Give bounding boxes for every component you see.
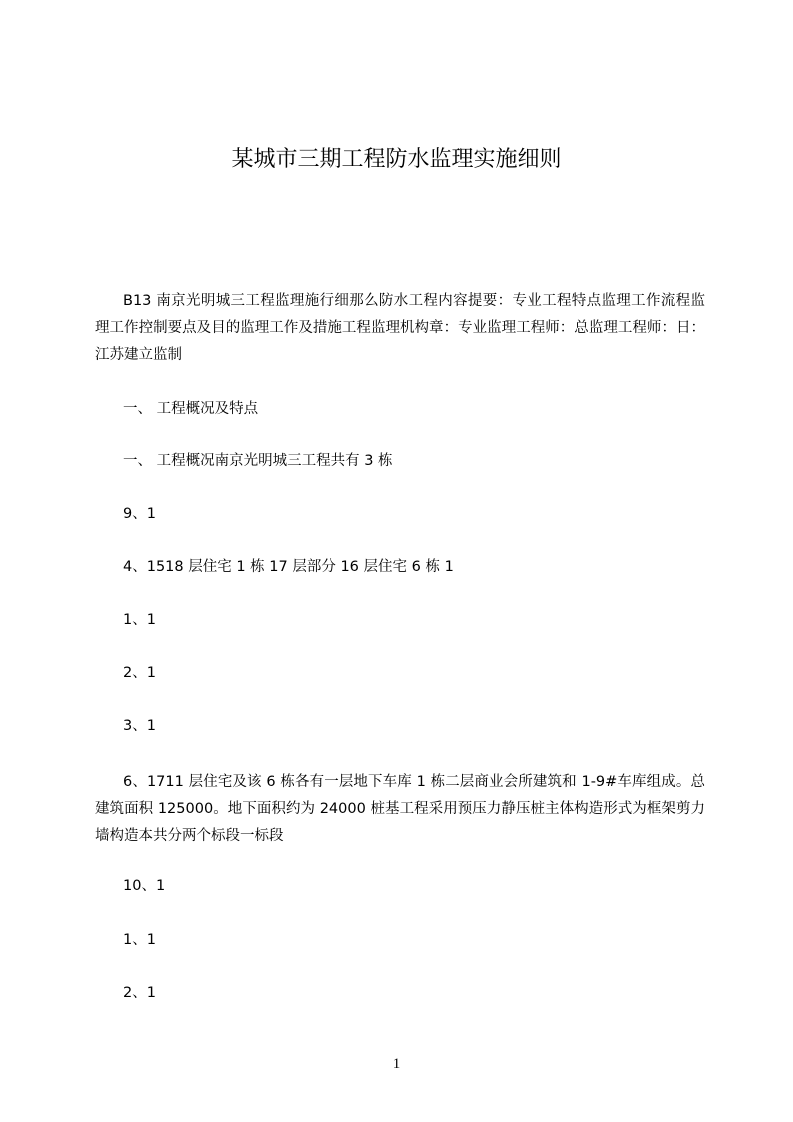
paragraph: 6、1711 层住宅及该 6 栋各有一层地下车库 1 栋二层商业会所建筑和 1-9#车库组成。总建筑面积 125000。地下面积约为 24000 桩基工程采用预压力静压桩主体构造形式为框架剪力墙构造本共分两个标段一标段 [95,774,705,844]
paragraph: 2、1 [123,665,156,681]
paragraph: 1、1 [123,612,156,628]
paragraph: 3、1 [123,718,156,734]
intro-paragraph: B13 南京光明城三工程监理施行细那么防水工程内容提要：专业工程特点监理工作流程监理工作控制要点及目的监理工作及措施工程监理机构章：专业监理工程师：总监理工程师：日：江苏建立监制 [95,293,705,363]
paragraph: 1、1 [123,932,156,948]
paragraph: 4、1518 层住宅 1 栋 17 层部分 16 层住宅 6 栋 1 [123,559,454,575]
paragraph: 一、 工程概况南京光明城三工程共有 3 栋 [123,453,393,469]
paragraph: 10、1 [123,878,166,894]
page-number: 1 [392,1056,401,1072]
document-title: 某城市三期工程防水监理实施细则 [231,147,562,172]
section-heading: 一、 工程概况及特点 [123,401,259,417]
paragraph: 9、1 [123,506,156,522]
paragraph: 2、1 [123,985,156,1001]
